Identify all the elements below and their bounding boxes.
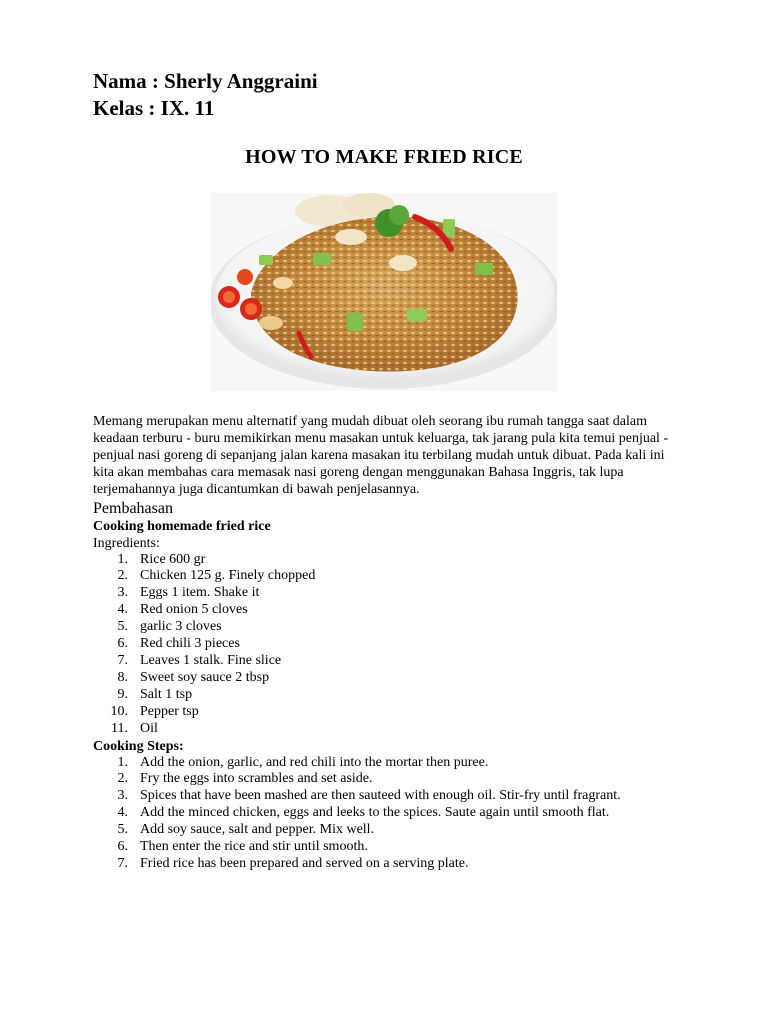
ingredient-item: 5. garlic 3 cloves [117,619,222,635]
student-name-line: Nama : Sherly Anggraini [93,69,318,93]
document-title: HOW TO MAKE FRIED RICE [245,146,523,168]
intro-paragraph: Memang merupakan menu alternatif yang mudah dibuat oleh seorang ibu rumah tangga saat dalam keadaan terburu - buru memikirkan menu masakan untuk keluarga, tak jarang pula kita temui penjual - penjual nasi goreng di sepanjang jalan karena masakan itu terbilang mudah untuk dibuat. Pada kali ini kita akan membahas cara memasak nasi goreng dengan menggunakan Bahasa Inggris, tak lupa terjemahannya juga dicantumkan di bawah penjelasannya. [93,414,669,497]
ingredients-label: Ingredients: [93,535,160,551]
recipe-heading: Cooking homemade fried rice [93,518,271,534]
ingredient-item: 7. Leaves 1 stalk. Fine slice [117,652,282,668]
step-item: 2. Fry the eggs into scrambles and set aside. [117,771,373,787]
section-heading: Pembahasan [93,499,173,517]
student-class-line: Kelas : IX. 11 [93,96,215,120]
ingredient-item: 10. Pepper tsp [110,703,199,719]
ingredient-item: 4. Red onion 5 cloves [117,602,248,618]
document-body [93,414,683,873]
step-item: 4. Add the minced chicken, eggs and leeks to the spices. Saute again until smooth flat. [117,805,610,821]
ingredients-list [93,552,683,738]
ingredient-item: 9. Salt 1 tsp [117,686,193,702]
step-item: 6. Then enter the rice and stir until smooth. [117,839,368,855]
steps-list [93,755,683,873]
ingredient-item: 3. Eggs 1 item. Shake it [117,585,260,601]
step-item: 3. Spices that have been mashed are then sauteed with enough oil. Stir-fry until fragrant. [117,788,621,804]
ingredient-item: 6. Red chili 3 pieces [117,636,240,652]
ingredient-item: 2. Chicken 125 g. Finely chopped [117,568,316,584]
step-item: 7. Fried rice has been prepared and served on a serving plate. [117,855,469,871]
fried-rice-photo [211,193,557,391]
steps-label: Cooking Steps: [93,738,184,754]
ingredient-item: 8. Sweet soy sauce 2 tbsp [117,669,270,685]
step-item: 5. Add soy sauce, salt and pepper. Mix well. [117,822,375,838]
ingredient-item: 1. Rice 600 gr [117,551,206,567]
step-item: 1. Add the onion, garlic, and red chili into the mortar then puree. [117,754,489,770]
ingredient-item: 11. Oil [111,720,158,736]
